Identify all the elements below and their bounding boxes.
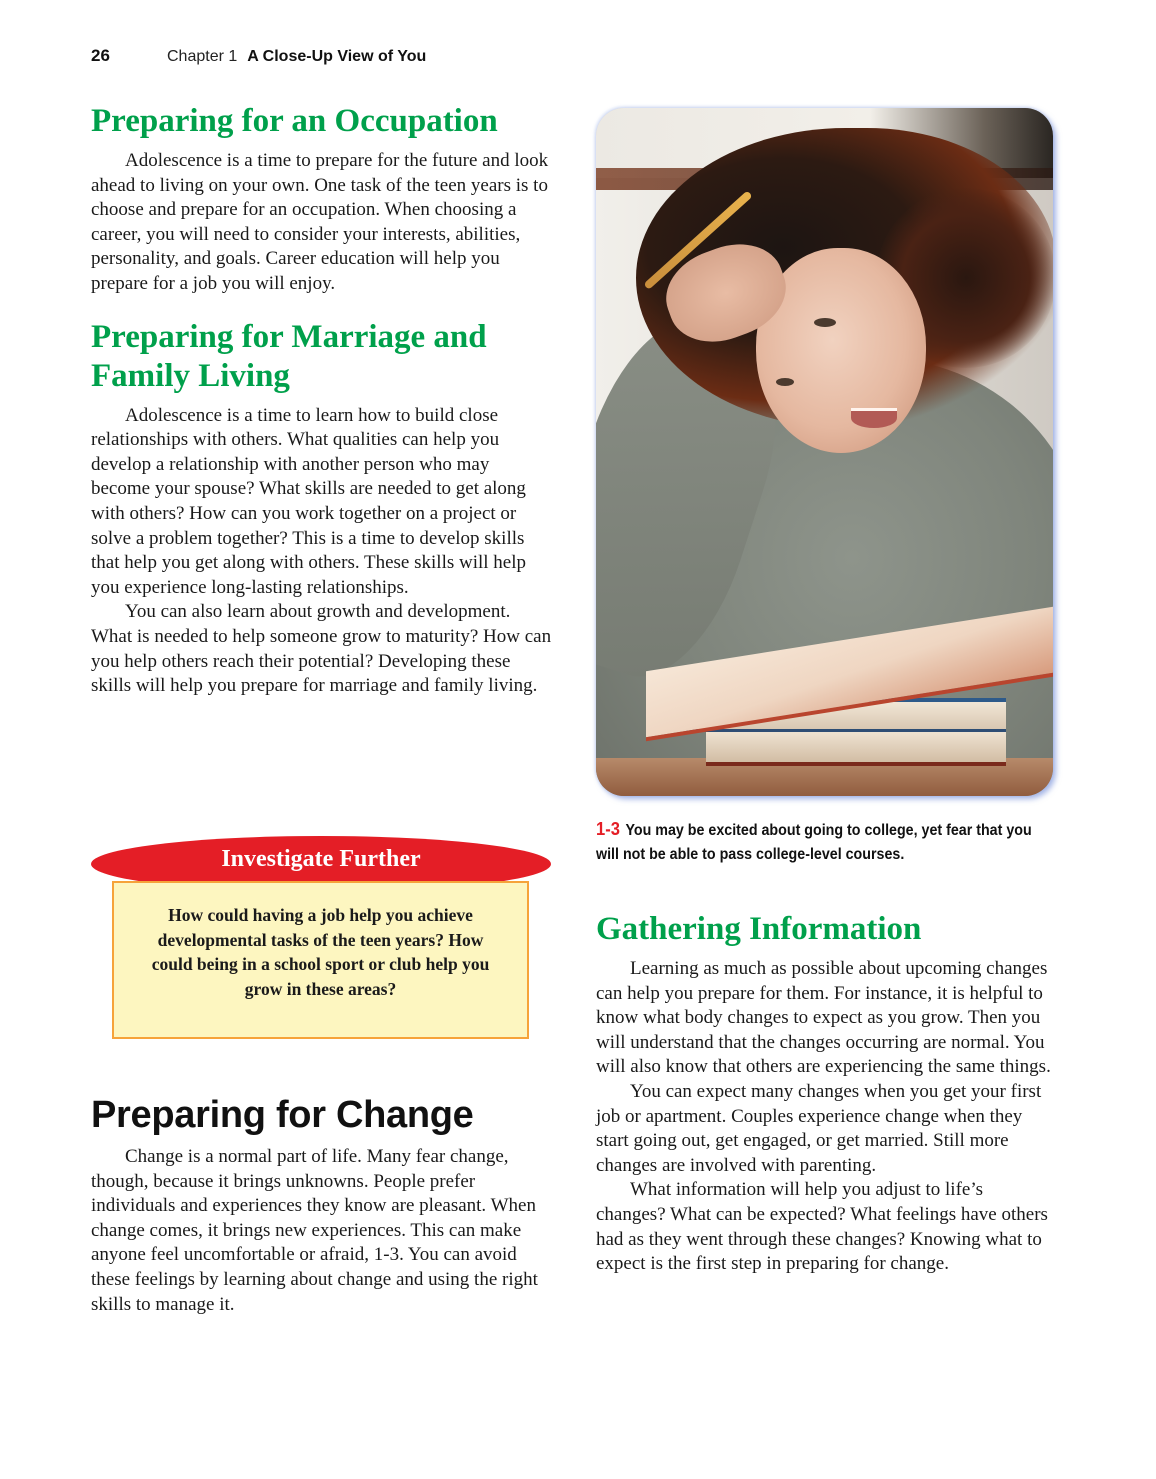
body-paragraph: What information will help you adjust to life’s changes? What can be expected? What feelings have others had as they went through these changes? Knowing what to expect is the first step in preparing for change. [596, 1179, 1048, 1275]
section-gathering [596, 910, 1058, 1277]
chapter-title: A Close-Up View of You [247, 48, 427, 65]
section-occupation [91, 102, 553, 297]
photo-book [706, 732, 1006, 766]
chapter-label: Chapter 1 [167, 48, 238, 65]
figure-number: 1-3 [596, 819, 620, 839]
section-heading: Preparing for an Occupation [91, 103, 498, 139]
left-column [91, 100, 553, 699]
investigate-further-callout [91, 836, 551, 1042]
caption-text: You may be excited about going to college, yet fear that you will not be able to pass college-level courses. [596, 822, 1032, 863]
section-heading: Gathering Information [596, 911, 922, 947]
section-change [91, 1093, 553, 1317]
body-paragraph: Adolescence is a time to learn how to build close relationships with others. What qualities can help you develop a relationship with another person who may become your spouse? What skills are needed to get along with others? How can you work together on a project or solve a problem together? This is a time to develop skills that help you get along with others. These skills will help you experience long-lasting relationships. [91, 404, 527, 598]
major-heading: Preparing for Change [91, 1094, 474, 1136]
section-heading: Preparing for Marriage and Family Living [91, 318, 487, 394]
body-paragraph: Learning as much as possible about upcoming changes can help you prepare for them. For instance, it is helpful to know what body changes to expect as you grow. Then you will understand that the changes occurring are normal. You will also know that others are experiencing the same things. [596, 958, 1051, 1078]
body-paragraph: Change is a normal part of life. Many fear change, though, because it brings unknowns. People prefer individuals and experiences they know are pleasant. When change comes, it brings new experiences. This can make anyone feel uncomfortable or afraid, 1-3. You can avoid these feelings by learning about change and using the right skills to manage it. [91, 1146, 538, 1315]
callout-question-box [112, 881, 529, 1039]
figure-caption [596, 817, 1056, 867]
body-paragraph: Adolescence is a time to prepare for the future and look ahead to living on your own. One task of the teen years is to choose and prepare for an occupation. When choosing a career, you will need to consider your interests, abilities, personality, and goals. Career education will help you prepare for a job you will enjoy. [91, 150, 549, 294]
section-marriage [91, 318, 553, 699]
callout-title: Investigate Further [221, 846, 421, 872]
body-paragraph: You can expect many changes when you get your first job or apartment. Couples experience change when they start going out, get engaged, or get married. Still more changes are involved with parenting. [596, 1080, 1042, 1176]
figure-photo [596, 108, 1053, 796]
running-head [91, 46, 426, 68]
page-number: 26 [91, 46, 110, 65]
callout-question: How could having a job help you achieve developmental tasks of the teen years? How could being in a school sport or club help you grow in these areas? [151, 905, 490, 999]
body-paragraph: You can also learn about growth and development. What is needed to help someone grow to maturity? How can you help others reach their potential? Developing these skills will help you prepare for marriage and family living. [91, 601, 552, 697]
